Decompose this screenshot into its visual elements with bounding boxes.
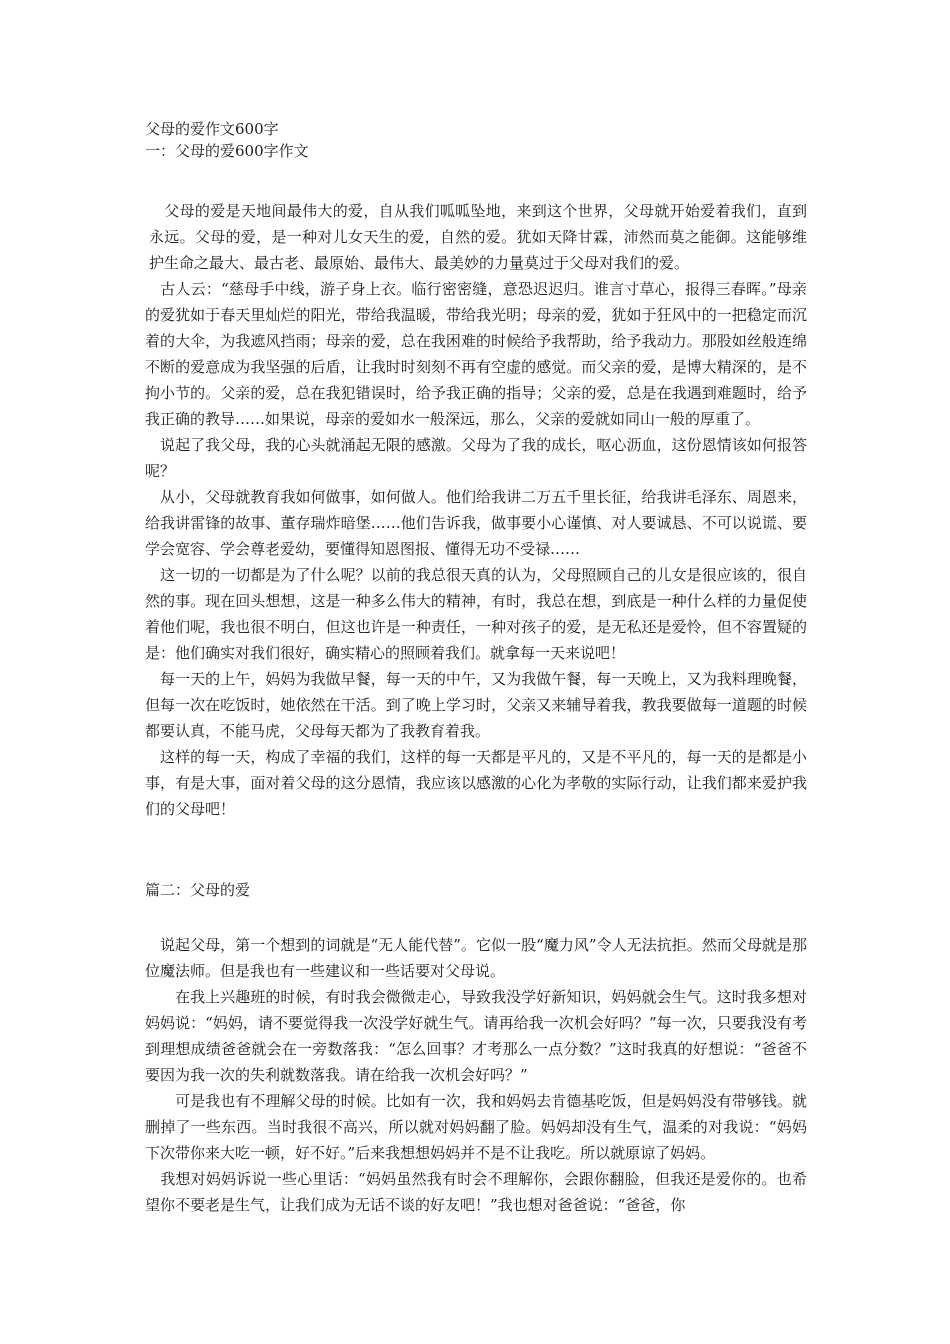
paragraph: 古人云：“慈母手中线，游子身上衣。临行密密缝，意恐迟迟归。谁言寸草心，报得三春晖。”母亲的爱犹如于春天里灿烂的阳光，带给我温暖，带给我光明；母亲的爱，犹如于狂风中的一把稳定而沉着的大伞，为我遮风挡雨；母亲的爱，总在我困难的时候给予我帮助，给予我动力。那股如丝般连绵不断的爱意成为我坚强的后盾，让我时时刻刻不再有空虚的感觉。而父亲的爱，是博大精深的，是不拘小节的。父亲的爱，总在我犯错误时，给予我正确的指导；父亲的爱，总是在我遇到难题时，给予我正确的教导……如果说，母亲的爱如水一般深远，那么，父亲的爱就如同山一般的厚重了。 [145,280,807,428]
document-page [145,118,807,1218]
section-1-body [145,198,807,822]
section-2-title: 篇二：父母的爱 [145,881,251,899]
paragraph: 在我上兴趣班的时候，有时我会微微走心，导致我没学好新知识，妈妈就会生气。这时我多想对妈妈说：“妈妈，请不要觉得我一次没学好就生气。请再给我一次机会好吗？”每一次，只要我没有考到理想成绩爸爸就会在一旁数落我：“怎么回事？才考那么一点分数？”这时我真的好想说：“爸爸不要因为我一次的失利就数落我。请在给我一次机会好吗？” [145,988,807,1084]
paragraph: 这样的每一天，构成了幸福的我们，这样的每一天都是平凡的，又是不平凡的，每一天的是都是小事，有是大事，面对着父母的这分恩情，我应该以感激的心化为孝敬的实际行动，让我们都来爱护我们的父母吧！ [145,748,807,818]
paragraph: 可是我也有不理解父母的时候。比如有一次，我和妈妈去肯德基吃饭，但是妈妈没有带够钱。就删掉了一些东西。当时我很不高兴，所以就对妈妈翻了脸。妈妈却没有生气，温柔的对我说：“妈妈下次带你来大吃一顿，好不好。”后来我想想妈妈并不是不让我吃。所以就原谅了妈妈。 [145,1092,807,1162]
section-1-title: 一：父母的爱600字作文 [145,142,309,160]
document-title: 父母的爱作文600字 [145,120,279,138]
section-2 [145,878,807,1218]
paragraph: 我想对妈妈诉说一些心里话：“妈妈虽然我有时会不理解你，会跟你翻脸，但我还是爱你的。也希望你不要老是生气，让我们成为无话不谈的好友吧！”我也想对爸爸说：“爸爸，你 [145,1170,807,1214]
paragraph: 这一切的一切都是为了什么呢？以前的我总很天真的认为，父母照顾自己的儿女是很应该的，很自然的事。现在回头想想，这是一种多么伟大的精神，有时，我总在想，到底是一种什么样的力量促使着他们呢，我也很不明白，但这也许是一种责任，一种对孩子的爱，是无私还是爱怜，但不容置疑的是：他们确实对我们很好，确实精心的照顾着我们。就拿每一天来说吧！ [145,566,807,662]
paragraph: 说起父母，第一个想到的词就是“无人能代替”。它似一股“魔力风”令人无法抗拒。然而父母就是那位魔法师。但是我也有一些建议和一些话要对父母说。 [145,936,807,980]
paragraph: 父母的爱是天地间最伟大的爱，自从我们呱呱坠地，来到这个世界，父母就开始爱着我们，直到永远。父母的爱，是一种对儿女天生的爱，自然的爱。犹如天降甘霖，沛然而莫之能御。这能够维护生命之最大、最古老、最原始、最伟大、最美妙的力量莫过于父母对我们的爱。 [149,202,807,272]
paragraph: 说起了我父母，我的心头就涌起无限的感激。父母为了我的成长，呕心沥血，这份恩情该如何报答呢？ [145,436,807,480]
paragraph: 每一天的上午，妈妈为我做早餐，每一天的中午，又为我做午餐，每一天晚上，又为我料理晚餐，但每一次在吃饭时，她依然在干活。到了晚上学习时，父亲又来辅导着我，教我要做每一道题的时候都要认真，不能马虎，父母每天都为了我教育着我。 [145,670,807,740]
paragraph: 从小，父母就教育我如何做事，如何做人。他们给我讲二万五千里长征，给我讲毛泽东、周恩来，给我讲雷锋的故事、董存瑞炸暗堡……他们告诉我，做事要小心谨慎、对人要诚恳、不可以说谎、要学会宽容、学会尊老爱幼，要懂得知恩图报、懂得无功不受禄…… [145,488,807,558]
